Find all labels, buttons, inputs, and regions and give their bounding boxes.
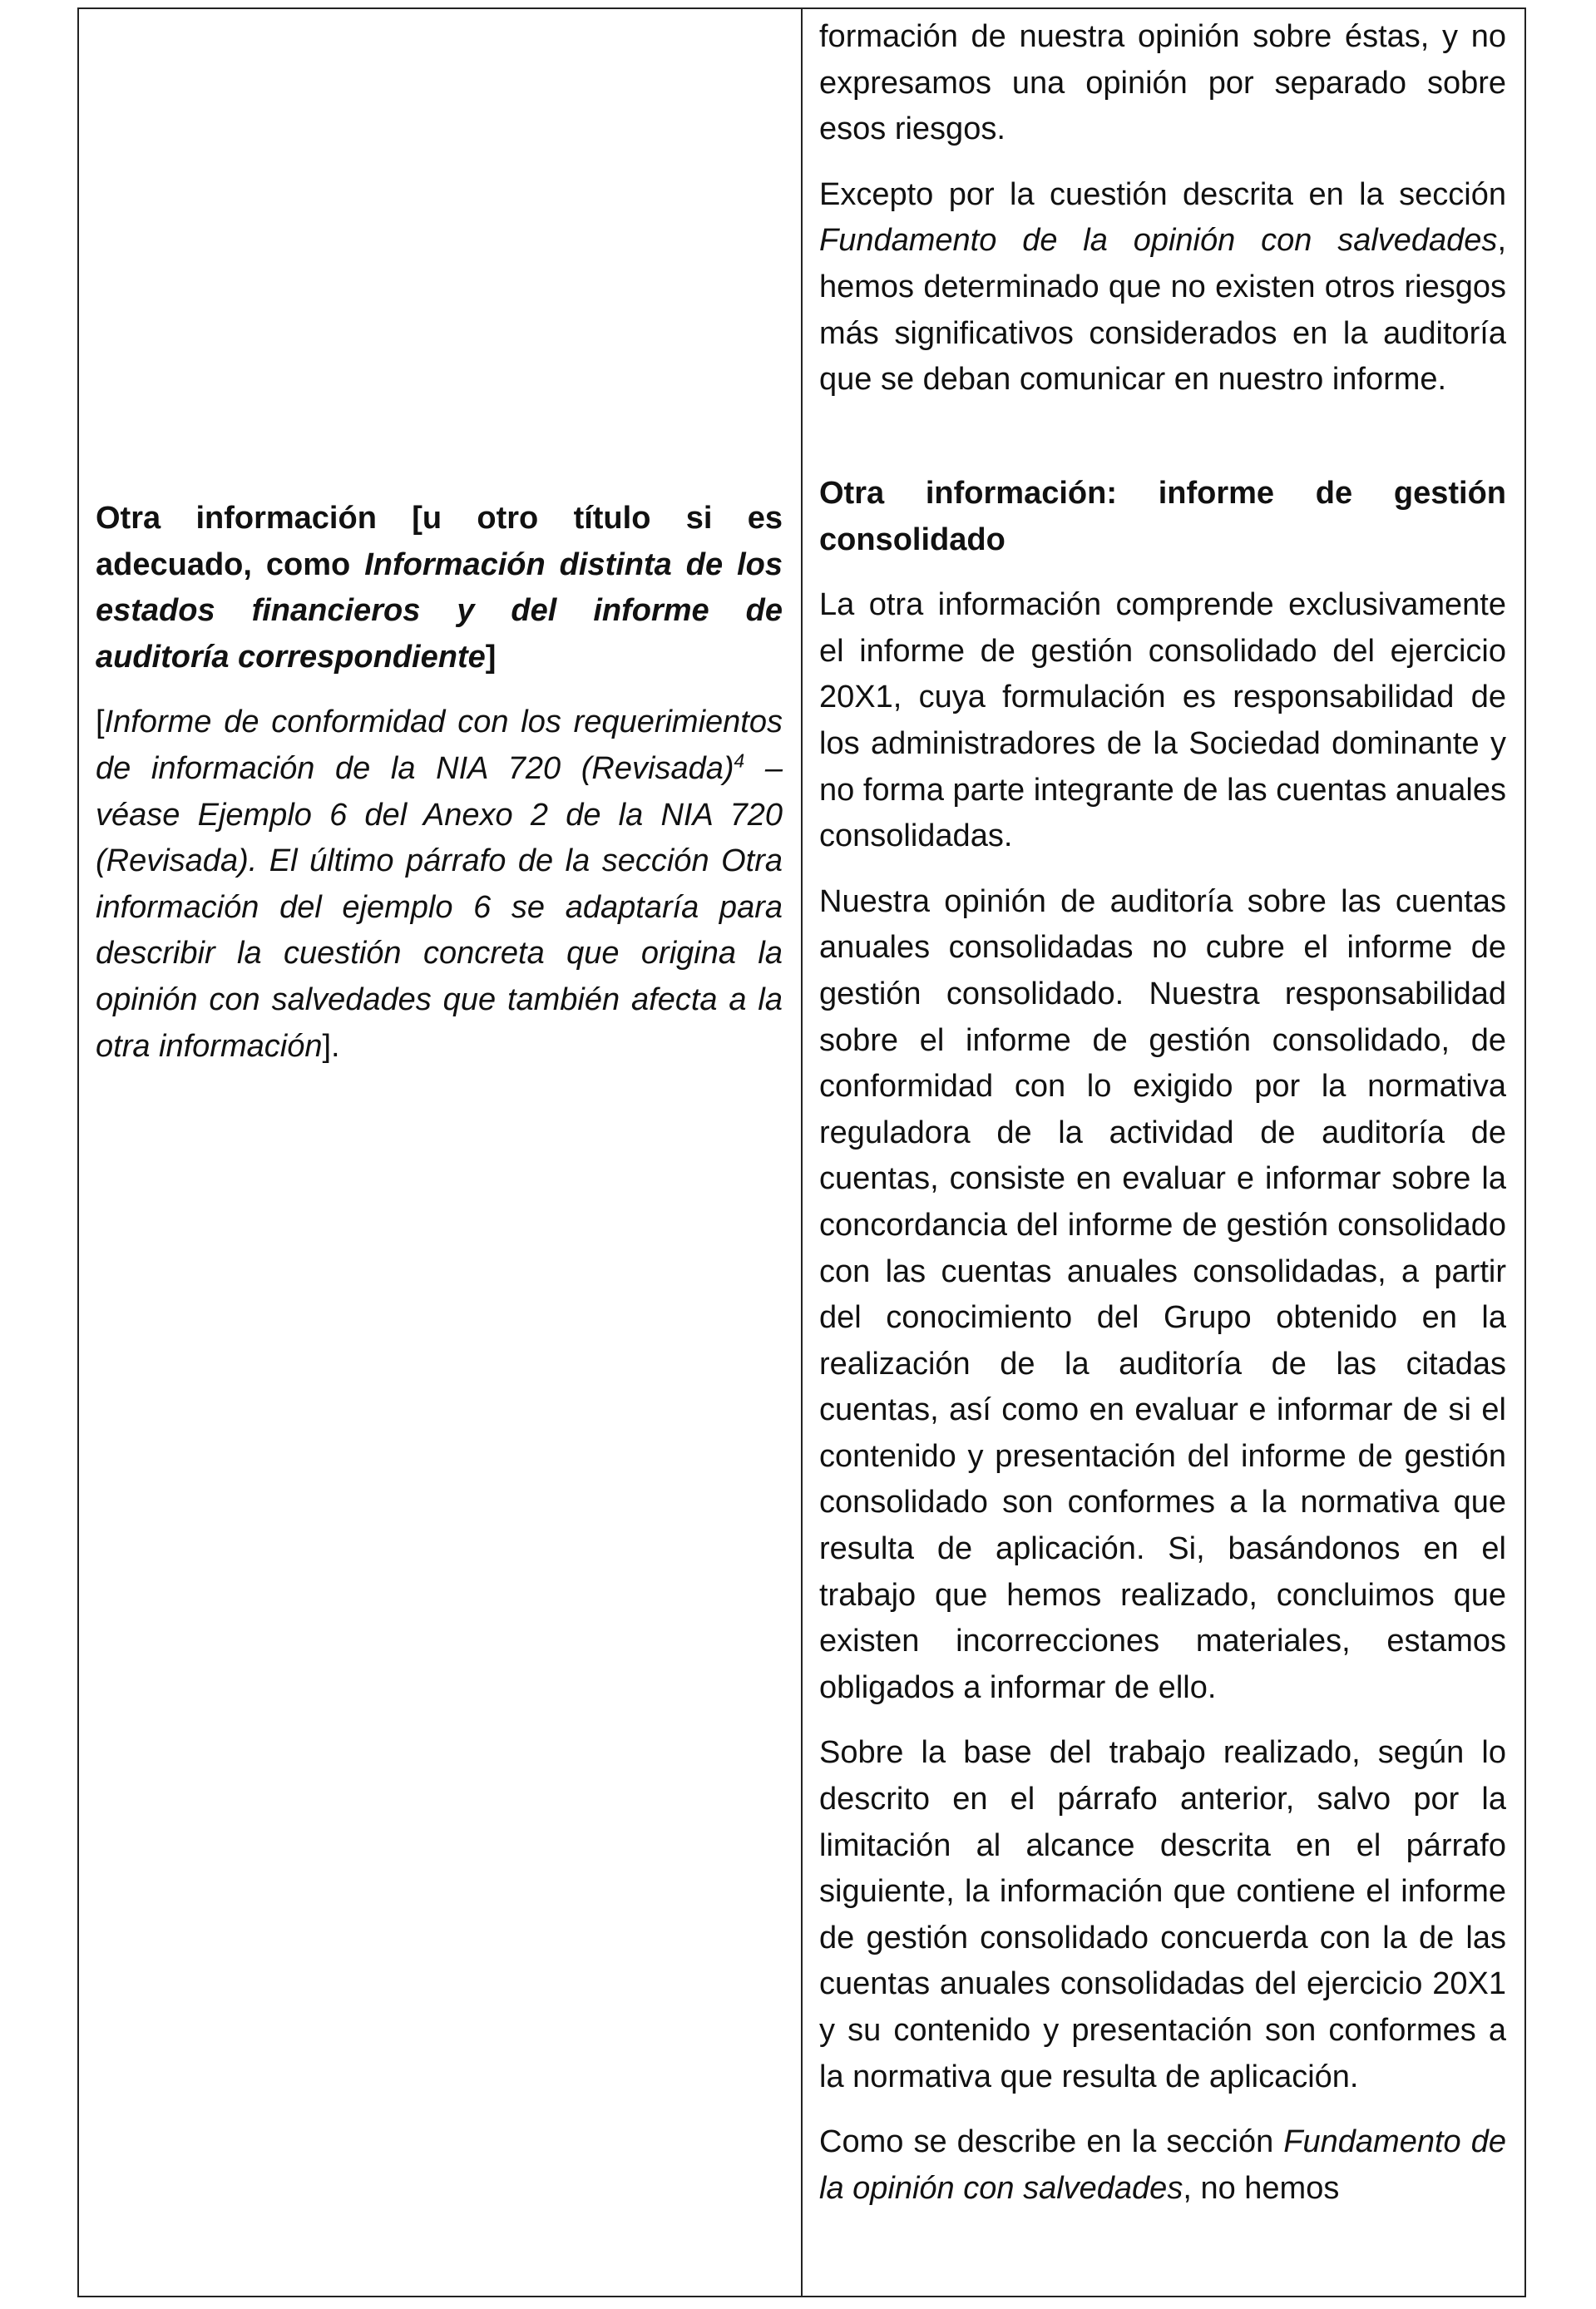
note-italic-text-1: Informe de conformidad con los requerimientos de información de la NIA 720 (Revisada) <box>96 705 783 786</box>
note-italic-text-2: – véase Ejemplo 6 del Anexo 2 de la NIA 720 (Revisada). El último párrafo de la sección Otra información del ejemplo 6 se adaptaría para describir la cuestión concreta que origina la opinión con salvedades que también afecta a la otra información <box>96 750 783 1064</box>
note-open-bracket: [ <box>96 705 105 740</box>
italic-section-name: Fundamento de la opinión con salvedades <box>819 223 1498 259</box>
paragraph <box>819 2119 1506 2212</box>
paragraph: Nuestra opinión de auditoría sobre las cuentas anuales consolidadas no cubre el informe de gestión consolidado. Nuestra responsabilidad sobre el informe de gestión consolidado, de conformidad con lo exigido por la normativa reguladora de la actividad de auditoría de cuentas, consiste en evaluar e informar sobre la concordancia del informe de gestión consolidado con las cuentas anuales consolidadas, a partir del conocimiento del Grupo obtenido en la realización de la auditoría de las citadas cuentas, así como en evaluar e informar de si el contenido y presentación del informe de gestión consolidado son conformes a la normativa que resulta de aplicación. Si, basándonos en el trabajo que hemos realizado, concluimos que existen incorrecciones materiales, estamos obligados a informar de ello. <box>819 883 1506 1705</box>
italic-section-name: Fundamento de la opinión con salvedades <box>819 2124 1507 2206</box>
note-close-bracket: ]. <box>322 1028 340 1064</box>
other-information-note <box>96 700 783 1070</box>
text-run: Excepto por la cuestión descrita en la sección <box>819 176 1506 212</box>
other-information-heading <box>96 496 783 680</box>
paragraph: Sobre la base del trabajo realizado, según lo descrito en el párrafo anterior, salvo por la limitación al alcance descrita en el párrafo siguiente, la información que contiene el informe de gestión consolidado concuerda con la de las cuentas anuales consolidadas del ejercicio 20X1 y su contenido y presentación son conformes a la normativa que resulta de aplicación. <box>819 1735 1506 2094</box>
other-information-content-cell <box>819 471 1506 2212</box>
text-run: , hemos determinado que no existen otros riesgos más significativos considerados en la auditoría que se deban comunicar en nuestro informe. <box>819 223 1506 398</box>
footnote-reference: 4 <box>734 749 745 772</box>
text-run: , no hemos <box>1183 2170 1340 2206</box>
paragraph <box>819 172 1506 403</box>
left-column <box>79 9 803 2296</box>
paragraph: formación de nuestra opinión sobre éstas, y no expresamos una opinión por separado sobre esos riesgos. <box>819 19 1506 147</box>
audit-report-table <box>77 7 1526 2297</box>
right-column <box>803 9 1524 2296</box>
other-information-management-report-heading: Otra información: informe de gestión consolidado <box>819 476 1506 557</box>
paragraph: La otra información comprende exclusivamente el informe de gestión consolidado del ejercicio 20X1, cuya formulación es responsabilidad de los administradores de la Sociedad dominante y no forma parte integrante de las cuentas anuales consolidadas. <box>819 587 1506 854</box>
heading-text: Otra información [u otro título si es adecuado, como <box>96 501 783 582</box>
key-audit-matters-cell <box>819 14 1506 403</box>
heading-close-bracket: ] <box>485 639 497 675</box>
text-run: Como se describe en la sección <box>819 2124 1284 2160</box>
other-information-label-cell <box>96 496 783 1070</box>
heading-italic-text: Información distinta de los estados financieros y del informe de auditoría correspondiente <box>96 546 783 675</box>
